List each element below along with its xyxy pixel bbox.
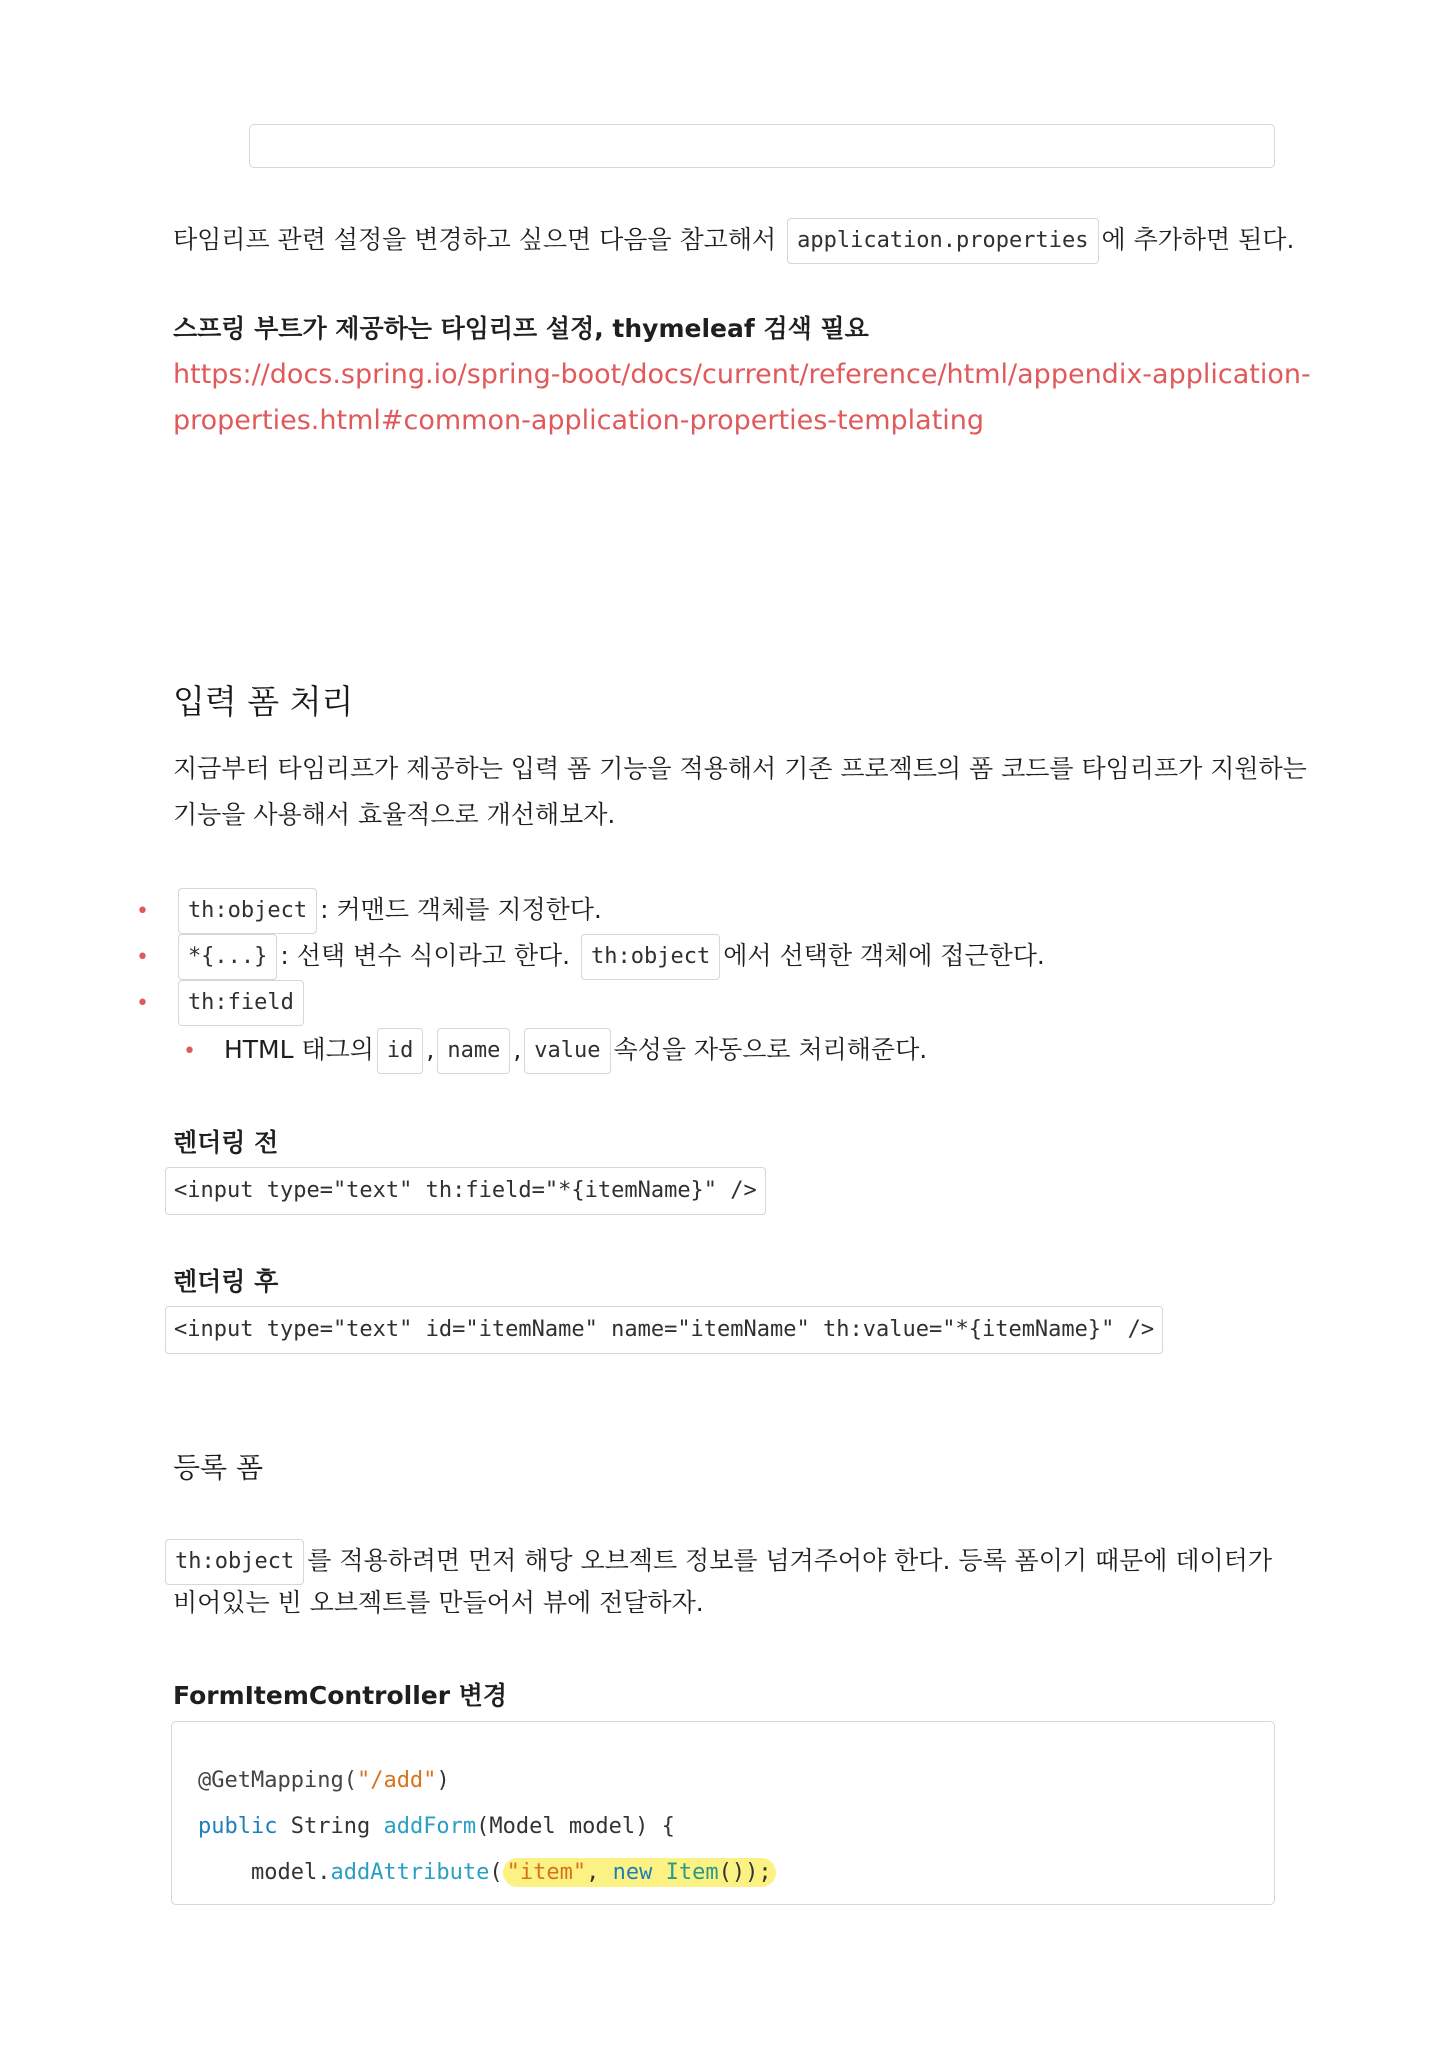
separator: , [426, 1035, 435, 1064]
docs-link-line2[interactable]: properties.html#common-application-properties-templating [173, 405, 985, 436]
code-line-2 [198, 1804, 675, 1850]
code-rest: (Model model) { [476, 1814, 675, 1839]
bullet-dot: • [136, 991, 149, 1016]
annotation: @GetMapping( [198, 1768, 357, 1793]
intro-paragraph [173, 218, 1294, 264]
bullet-text: : 선택 변수 식이라고 한다. [280, 941, 571, 970]
rendering-after-title: 렌더링 후 [173, 1267, 279, 1296]
function-name: addForm [383, 1814, 477, 1839]
inline-code: th:object [581, 934, 720, 980]
keyword: public [198, 1814, 278, 1839]
code-line-1 [198, 1758, 450, 1804]
rendering-before-title: 렌더링 전 [173, 1128, 279, 1157]
code-line-3 [198, 1850, 776, 1896]
intro-text-before: 타임리프 관련 설정을 변경하고 싶으면 다음을 참고해서 [173, 225, 777, 254]
docs-link-line1[interactable]: https://docs.spring.io/spring-boot/docs/current/reference/html/appendix-application- [173, 359, 1311, 390]
section-heading-register: 등록 폼 [173, 1451, 264, 1484]
class-name: Item [652, 1860, 719, 1885]
inline-code-application-properties: application.properties [787, 218, 1098, 264]
code-snippet: <input type="text" id="itemName" name="itemName" th:value="*{itemName}" /> [165, 1306, 1163, 1354]
inline-code: *{...} [178, 934, 277, 980]
inline-code: th:field [178, 980, 304, 1026]
keyword: new [612, 1860, 653, 1885]
string-literal: "item" [506, 1860, 587, 1885]
bullet-dot: • [136, 899, 149, 924]
register-text: 를 적용하려면 먼저 해당 오브젝트 정보를 넘겨주어야 한다. 등록 폼이기 때문에 데이터가 [307, 1546, 1272, 1575]
controller-title: FormItemController 변경 [173, 1681, 508, 1710]
form-para-line2: 기능을 사용해서 효율적으로 개선해보자. [173, 800, 616, 829]
list-item [136, 888, 602, 934]
register-para-line1 [162, 1539, 1272, 1585]
inline-code-th-object: th:object [165, 1539, 304, 1585]
bullet-text: 에서 선택한 객체에 접근한다. [723, 941, 1045, 970]
section-heading-form: 입력 폼 처리 [173, 682, 354, 721]
code-punct: , [586, 1860, 613, 1885]
sub-bullet-text-before: HTML 태그의 [223, 1035, 374, 1064]
bullet-dot: • [183, 1039, 196, 1064]
inline-code-name: name [437, 1028, 510, 1074]
intro-text-after: 에 추가하면 된다. [1101, 225, 1295, 254]
register-para-line2: 비어있는 빈 오브젝트를 만들어서 뷰에 전달하자. [173, 1588, 704, 1617]
code-object: model. [198, 1860, 331, 1885]
sub-list-item [183, 1028, 927, 1074]
empty-code-box [249, 124, 1275, 168]
inline-code-id: id [377, 1028, 424, 1074]
list-item [136, 934, 1045, 980]
method-name: addAttribute [330, 1860, 490, 1885]
inline-code: th:object [178, 888, 317, 934]
settings-note-title: 스프링 부트가 제공하는 타임리프 설정, thymeleaf 검색 필요 [173, 314, 869, 343]
rendering-before-code [165, 1167, 766, 1215]
code-punct: ) [436, 1768, 450, 1793]
bullet-text: : 커맨드 객체를 지정한다. [320, 895, 602, 924]
rendering-after-code [165, 1306, 1163, 1354]
controller-code-block [171, 1721, 1275, 1905]
code-punct: ()); [718, 1860, 772, 1885]
inline-code-value: value [524, 1028, 610, 1074]
separator: , [513, 1035, 522, 1064]
list-item [136, 980, 307, 1026]
bullet-dot: • [136, 945, 149, 970]
sub-bullet-text-after: 속성을 자동으로 처리해준다. [613, 1035, 928, 1064]
code-punct: ( [489, 1860, 503, 1885]
type-name: String [277, 1814, 384, 1839]
highlighted-code [503, 1858, 776, 1887]
form-para-line1: 지금부터 타임리프가 제공하는 입력 폼 기능을 적용해서 기존 프로젝트의 폼 코드를 타임리프가 지원하는 [173, 754, 1307, 783]
string-literal: "/add" [356, 1768, 437, 1793]
code-snippet: <input type="text" th:field="*{itemName}" /> [165, 1167, 766, 1215]
